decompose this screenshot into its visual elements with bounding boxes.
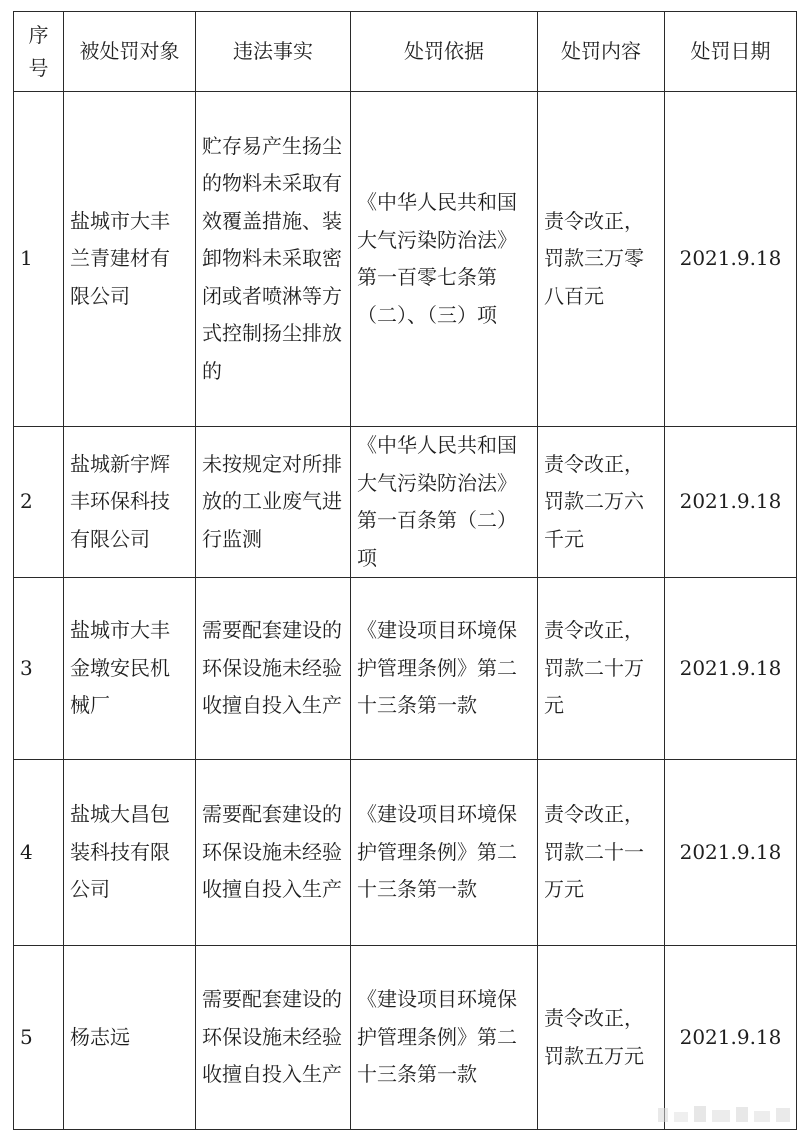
cell-target: 盐城新宇辉丰环保科技有限公司 [64, 427, 196, 578]
watermark-icon [652, 1098, 802, 1128]
cell-date: 2021.9.18 [665, 760, 797, 946]
cell-content: 责令改正，罚款五万元 [538, 946, 665, 1130]
cell-content: 责令改正，罚款二万六千元 [538, 427, 665, 578]
cell-fact: 需要配套建设的环保设施未经验收擅自投入生产 [196, 760, 351, 946]
cell-date: 2021.9.18 [665, 946, 797, 1130]
cell-no: 3 [14, 578, 64, 760]
cell-target: 盐城大昌包装科技有限公司 [64, 760, 196, 946]
header-date: 处罚日期 [665, 12, 797, 92]
header-target: 被处罚对象 [64, 12, 196, 92]
table-row [14, 760, 797, 946]
cell-target: 盐城市大丰金墩安民机械厂 [64, 578, 196, 760]
cell-date: 2021.9.18 [665, 427, 797, 578]
cell-basis: 《建设项目环境保护管理条例》第二十三条第一款 [351, 578, 538, 760]
cell-target: 杨志远 [64, 946, 196, 1130]
cell-date: 2021.9.18 [665, 578, 797, 760]
table-row [14, 92, 797, 427]
table-row [14, 427, 797, 578]
cell-content: 责令改正，罚款三万零八百元 [538, 92, 665, 427]
cell-content: 责令改正，罚款二十万元 [538, 578, 665, 760]
cell-date: 2021.9.18 [665, 92, 797, 427]
cell-basis: 《中华人民共和国大气污染防治法》第一百零七条第（二）、（三）项 [351, 92, 538, 427]
cell-basis: 《中华人民共和国大气污染防治法》第一百条第（二）项 [351, 427, 538, 578]
cell-no: 4 [14, 760, 64, 946]
cell-fact: 未按规定对所排放的工业废气进行监测 [196, 427, 351, 578]
cell-no: 5 [14, 946, 64, 1130]
table-row [14, 578, 797, 760]
header-basis: 处罚依据 [351, 12, 538, 92]
cell-fact: 贮存易产生扬尘的物料未采取有效覆盖措施、装卸物料未采取密闭或者喷淋等方式控制扬尘排放的 [196, 92, 351, 427]
cell-no: 1 [14, 92, 64, 427]
cell-basis: 《建设项目环境保护管理条例》第二十三条第一款 [351, 946, 538, 1130]
header-fact: 违法事实 [196, 12, 351, 92]
cell-basis: 《建设项目环境保护管理条例》第二十三条第一款 [351, 760, 538, 946]
cell-content: 责令改正，罚款二十一万元 [538, 760, 665, 946]
cell-fact: 需要配套建设的环保设施未经验收擅自投入生产 [196, 946, 351, 1130]
cell-target: 盐城市大丰兰青建材有限公司 [64, 92, 196, 427]
header-no: 序号 [14, 12, 64, 92]
table-header-row [14, 12, 797, 92]
header-content: 处罚内容 [538, 12, 665, 92]
cell-fact: 需要配套建设的环保设施未经验收擅自投入生产 [196, 578, 351, 760]
penalty-table [13, 11, 797, 1130]
cell-no: 2 [14, 427, 64, 578]
